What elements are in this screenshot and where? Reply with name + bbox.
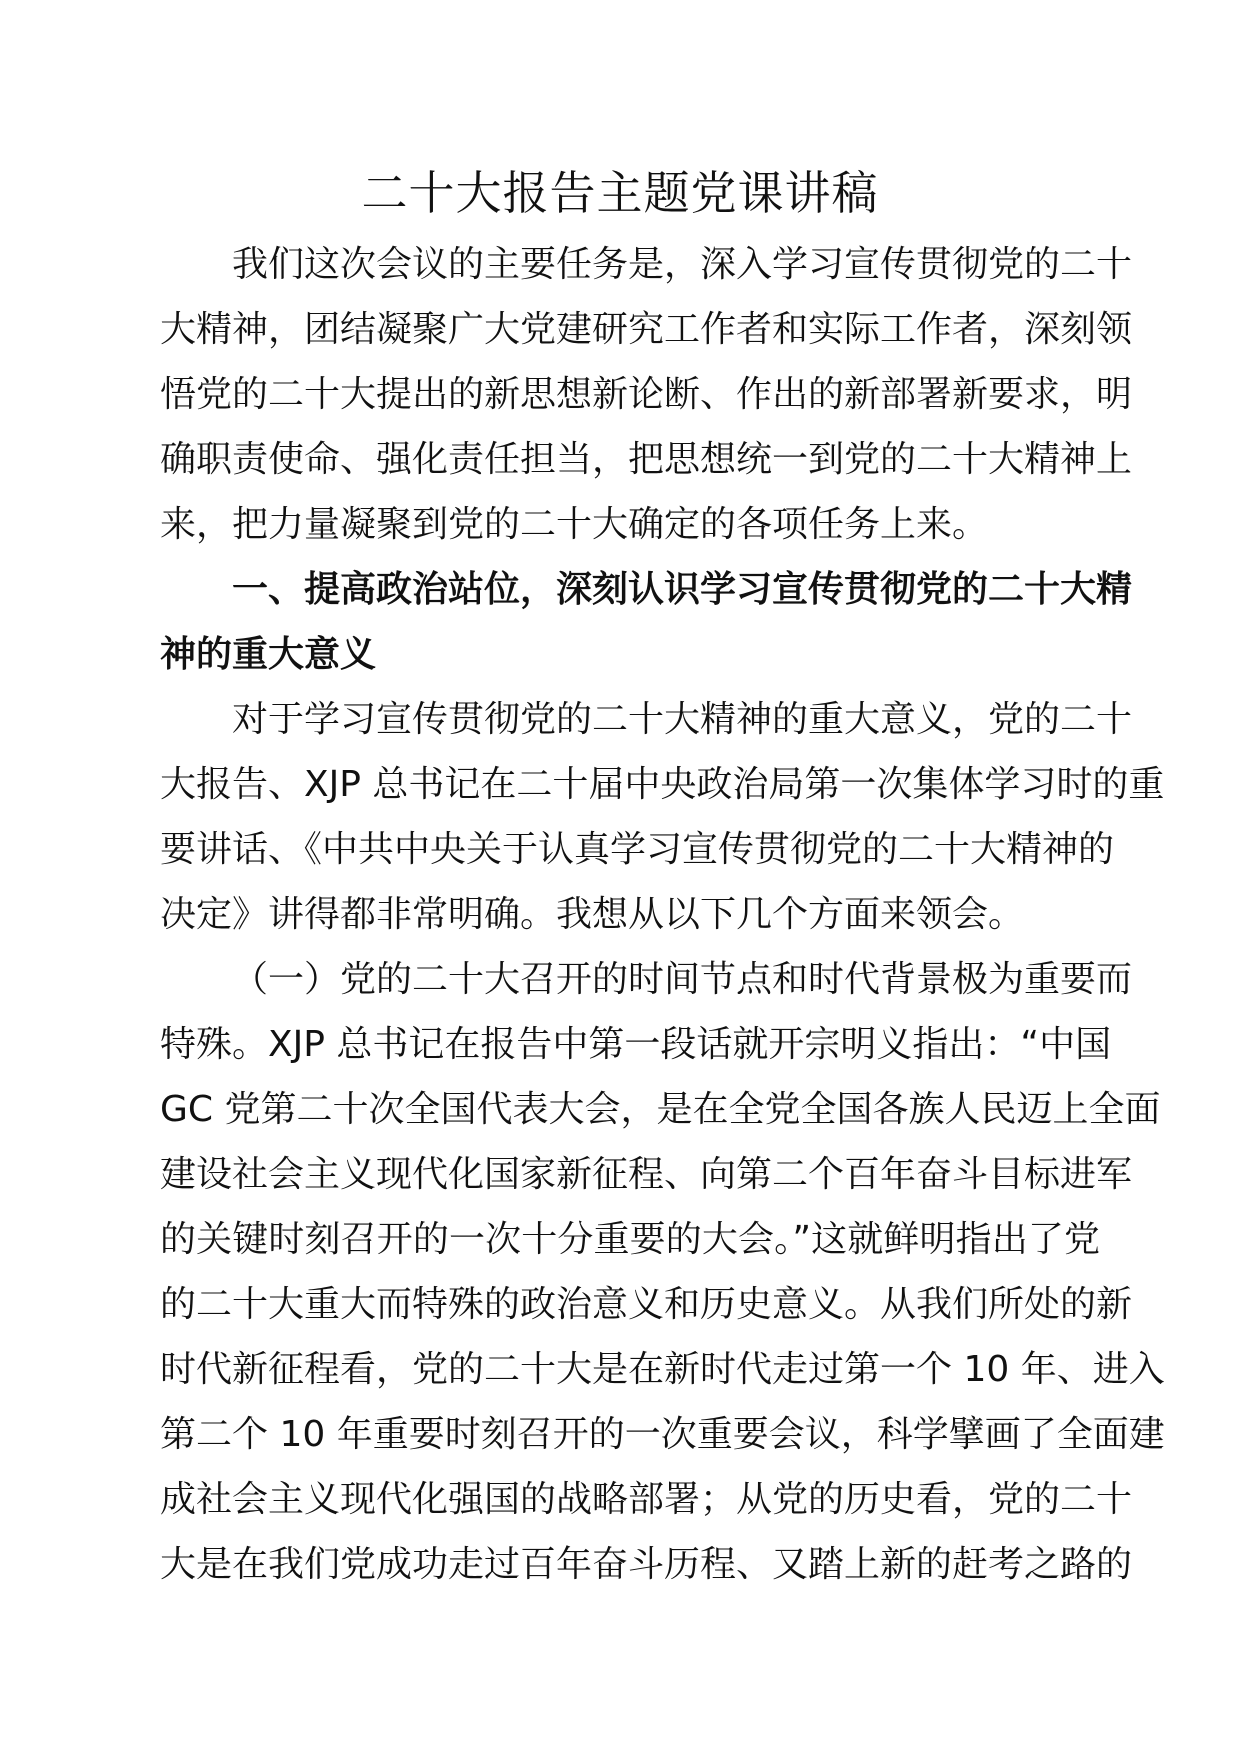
section-heading-line-1: 一、提高政治站位，深刻认识学习宣传贯彻党的二十大精	[232, 569, 1133, 610]
paragraph-timing-line-4: 建设社会主义现代化国家新征程、向第二个百年奋斗目标进军	[160, 1154, 1133, 1195]
paragraph-significance-line-3: 要讲话、《中共中央关于认真学习宣传贯彻党的二十大精神的	[160, 829, 1115, 870]
section-heading-line-2: 神的重大意义	[160, 634, 377, 675]
document-title: 二十大报告主题党课讲稿	[361, 166, 879, 220]
paragraph-intro-line-3: 悟党的二十大提出的新思想新论断、作出的新部署新要求，明	[160, 374, 1133, 415]
paragraph-timing-line-2: 特殊。XJP 总书记在报告中第一段话就开宗明义指出：“中国	[160, 1024, 1112, 1065]
paragraph-significance-line-4: 决定》讲得都非常明确。我想从以下几个方面来领会。	[160, 894, 1025, 935]
paragraph-intro-line-5: 来，把力量凝聚到党的二十大确定的各项任务上来。	[160, 504, 989, 545]
paragraph-timing-line-3: GC 党第二十次全国代表大会，是在全党全国各族人民迈上全面	[160, 1089, 1161, 1130]
paragraph-intro-line-2: 大精神，团结凝聚广大党建研究工作者和实际工作者，深刻领	[160, 309, 1133, 350]
paragraph-timing-line-6: 的二十大重大而特殊的政治意义和历史意义。从我们所处的新	[160, 1284, 1133, 1325]
paragraph-timing-line-5: 的关键时刻召开的一次十分重要的大会。”这就鲜明指出了党	[160, 1219, 1100, 1260]
paragraph-significance-line-2: 大报告、XJP 总书记在二十届中央政治局第一次集体学习时的重	[160, 764, 1165, 805]
paragraph-timing-line-8: 第二个 10 年重要时刻召开的一次重要会议，科学擘画了全面建	[160, 1414, 1165, 1455]
paragraph-significance-line-1: 对于学习宣传贯彻党的二十大精神的重大意义，党的二十	[232, 699, 1133, 740]
paragraph-timing-line-7: 时代新征程看，党的二十大是在新时代走过第一个 10 年、进入	[160, 1349, 1165, 1390]
paragraph-intro-line-4: 确职责使命、强化责任担当，把思想统一到党的二十大精神上	[160, 439, 1133, 480]
paragraph-timing-line-10: 大是在我们党成功走过百年奋斗历程、又踏上新的赶考之路的	[160, 1544, 1133, 1585]
paragraph-timing-line-9: 成社会主义现代化强国的战略部署；从党的历史看，党的二十	[160, 1479, 1133, 1520]
document-body	[160, 232, 1165, 1597]
paragraph-timing-line-1: （一）党的二十大召开的时间节点和时代背景极为重要而	[232, 959, 1133, 1000]
paragraph-intro-line-1: 我们这次会议的主要任务是，深入学习宣传贯彻党的二十	[232, 244, 1133, 285]
